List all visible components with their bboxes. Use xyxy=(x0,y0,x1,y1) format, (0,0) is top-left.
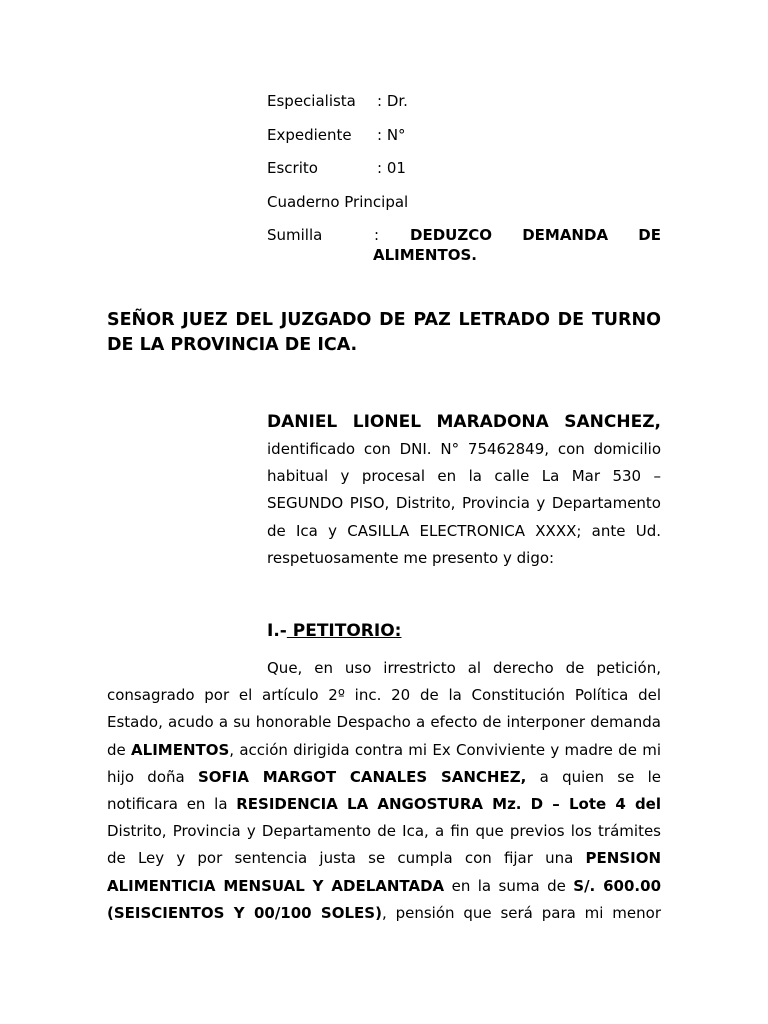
plaintiff-line: habitual y procesal en la calle La Mar 530 – xyxy=(267,467,661,486)
plaintiff-line: identificado con DNI. N° 75462849, con domicilio xyxy=(267,440,661,458)
sumilla-block xyxy=(374,225,661,265)
body-line: consagrado por el artículo 2º inc. 20 de la Constitución Política del xyxy=(107,686,661,705)
especialista-value: : Dr. xyxy=(377,92,408,110)
plaintiff-line: de Ica y CASILLA ELECTRONICA XXXX; ante Ud. xyxy=(267,521,661,540)
plaintiff-name: DANIEL LIONEL MARADONA SANCHEZ, xyxy=(267,412,661,432)
addressee-line1: SEÑOR JUEZ DEL JUZGADO DE PAZ LETRADO DE TURNO xyxy=(107,310,661,330)
sumilla-row xyxy=(267,225,661,265)
sumilla-colon: : xyxy=(374,226,380,245)
cuaderno-label: Cuaderno Principal xyxy=(267,192,409,211)
escrito-label: Escrito xyxy=(267,159,318,178)
sumilla-label: Sumilla xyxy=(267,226,323,245)
section-title: PETITORIO: xyxy=(286,621,402,641)
expediente-label: Expediente xyxy=(267,125,352,144)
body-line: de Ley y por sentencia justa se cumpla con fijar una PENSION xyxy=(107,849,661,868)
court-addressee xyxy=(107,308,661,358)
sumilla-text-line1: DEDUZCO DEMANDA DE xyxy=(410,226,661,245)
addressee-line2: DE LA PROVINCIA DE ICA. xyxy=(107,335,358,355)
especialista-label: Especialista xyxy=(267,92,356,110)
plaintiff-line: respetuosamente me presento y digo: xyxy=(267,548,555,567)
especialista-row xyxy=(267,91,661,125)
body-line: notificara en la RESIDENCIA LA ANGOSTURA Mz. D – Lote 4 del xyxy=(107,795,661,814)
plaintiff-block xyxy=(267,408,661,572)
case-header xyxy=(267,91,661,265)
body-line: Distrito, Provincia y Departamento de Ica, a fin que previos los trámites xyxy=(107,822,661,841)
escrito-value: : 01 xyxy=(377,159,406,178)
body-line: ALIMENTICIA MENSUAL Y ADELANTADA en la suma de S/. 600.00 xyxy=(107,876,662,895)
section-heading xyxy=(267,621,401,641)
section-number: I.- xyxy=(267,621,287,641)
plaintiff-line: SEGUNDO PISO, Distrito, Provincia y Departamento xyxy=(267,494,661,513)
body-line: (SEISCIENTOS Y 00/100 SOLES), pensión que será para mi menor xyxy=(107,903,661,922)
body-line: Estado, acudo a su honorable Despacho a efecto de interponer demanda xyxy=(107,713,661,732)
expediente-row xyxy=(267,125,661,159)
petitorio-body xyxy=(107,655,661,927)
sumilla-text-line2: ALIMENTOS. xyxy=(373,246,477,265)
body-line: Que, en uso irrestricto al derecho de petición, xyxy=(267,659,661,677)
escrito-row xyxy=(267,158,661,192)
body-line: de ALIMENTOS, acción dirigida contra mi Ex Conviviente y madre de mi xyxy=(107,740,661,759)
expediente-value: : N° xyxy=(377,125,406,144)
cuaderno-row xyxy=(267,192,661,226)
body-line: hijo doña SOFIA MARGOT CANALES SANCHEZ, a quien se le xyxy=(107,767,662,786)
